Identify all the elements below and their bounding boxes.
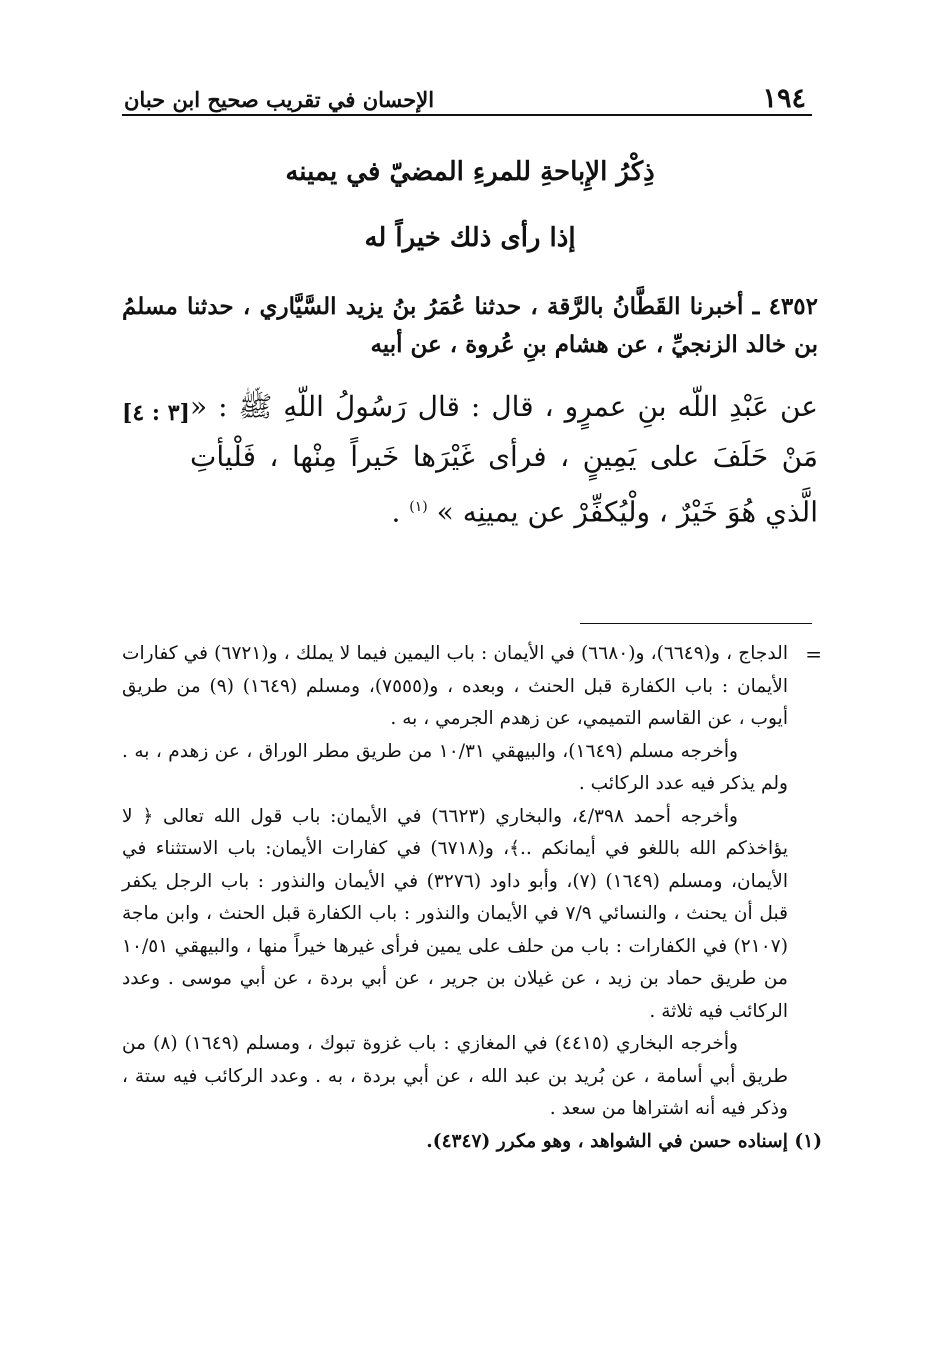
hadith-classification: [٣ : ٤] xyxy=(122,400,190,426)
footnote-paragraph-2: وأخرجه مسلم (١٦٤٩)، والبيهقي ١٠/٣١ من طريق مطر الوراق ، عن زهدم ، به . ولم يذكر فيه عدد الركائب . xyxy=(122,740,788,794)
footnote-marker: (١) xyxy=(409,499,428,515)
hadith-isnad: ٤٣٥٢ ـ أخبرنا القَطَّانُ بالرَّقة ، حدثنا عُمَرُ بنُ يزيد السَّيَّاري ، حدثنا مسلمُ بن خالد الزنجيِّ ، عن هشام بنِ عُروة ، عن أبيه xyxy=(122,293,818,358)
continuation-mark: = xyxy=(805,642,822,666)
chapter-title-line2: إذا رأى ذلك خيراً له xyxy=(364,223,576,253)
footnotes xyxy=(122,638,822,1158)
footnote-paragraph-4: وأخرجه البخاري (٤٤١٥) في المغازي : باب غزوة تبوك ، ومسلم (١٦٤٩) (٨) من طريق أبي أسامة ، عن بُريد بن عبد الله ، عن أبي بردة ، به . وعدد الركائب فيه ستة ، وذكر فيه أنه اشتراها من سعد . xyxy=(122,1033,788,1119)
hadith-block xyxy=(122,288,818,537)
page-header xyxy=(122,80,812,116)
footnote-paragraph-3: وأخرجه أحمد ٤/٣٩٨، والبخاري (٦٦٢٣) في الأيمان: باب قول الله تعالى ﴿ لا يؤاخذكم الله باللغو في أيمانكم ..﴾، و(٦٧١٨) في كفارات الأيمان: باب الاستثناء في الأيمان، ومسلم (١٦٤٩) (٧)، وأبو داود (٣٢٧٦) في الأيمان والنذور : باب الرجل يكفر قبل أن يحنث ، والنسائي ٧/٩ في الأيمان والنذور : باب الكفارة قبل الحنث ، وابن ماجة (٢١٠٧) في الكفارات : باب من حلف على يمين فرأى غيرها خيراً منها ، والبيهقي ١٠/٥١ من طريق حماد بن زيد ، عن غيلان بن جرير ، عن أبي بردة ، عن أبي موسى . وعدد الركائب فيه ثلاثة . xyxy=(122,805,788,1022)
hadith-end-dot: . xyxy=(391,495,401,529)
chapter-title-line1: ذِكْرُ الإِباحةِ للمرءِ المضيّ في يمينه xyxy=(285,157,655,187)
chapter-title xyxy=(130,150,810,260)
footnote-separator xyxy=(580,623,812,624)
book-title: الإحسان في تقريب صحيح ابن حبان xyxy=(124,87,435,112)
hadith-matn xyxy=(122,382,818,537)
hadith-matn-text: عن عَبْدِ اللّه بنِ عمرٍو ، قال : قال رَسُولُ اللّهِ ﷺ : « مَنْ حَلَفَ على يَمِينٍ ، فرأى غَيْرَها خَيراً مِنْها ، فَلْيأتِ الَّذي هُوَ خَيْرٌ ، ولْيُكفِّرْ عن يمينِه » xyxy=(189,390,818,529)
footnote-1: (١) إسناده حسن في الشواهد ، وهو مكرر (٤٣٤٧). xyxy=(426,1130,822,1152)
page-number: ١٩٤ xyxy=(762,83,806,114)
footnote-paragraph-1: الدجاج ، و(٦٦٤٩)، و(٦٦٨٠) في الأيمان : باب اليمين فيما لا يملك ، و(٦٧٢١) في كفارات الأيمان : باب الكفارة قبل الحنث ، وبعده ، و(٧٥٥٥)، ومسلم (١٦٤٩) (٩) من طريق أيوب ، عن القاسم التميمي، عن زهدم الجرمي ، به . xyxy=(122,643,788,729)
